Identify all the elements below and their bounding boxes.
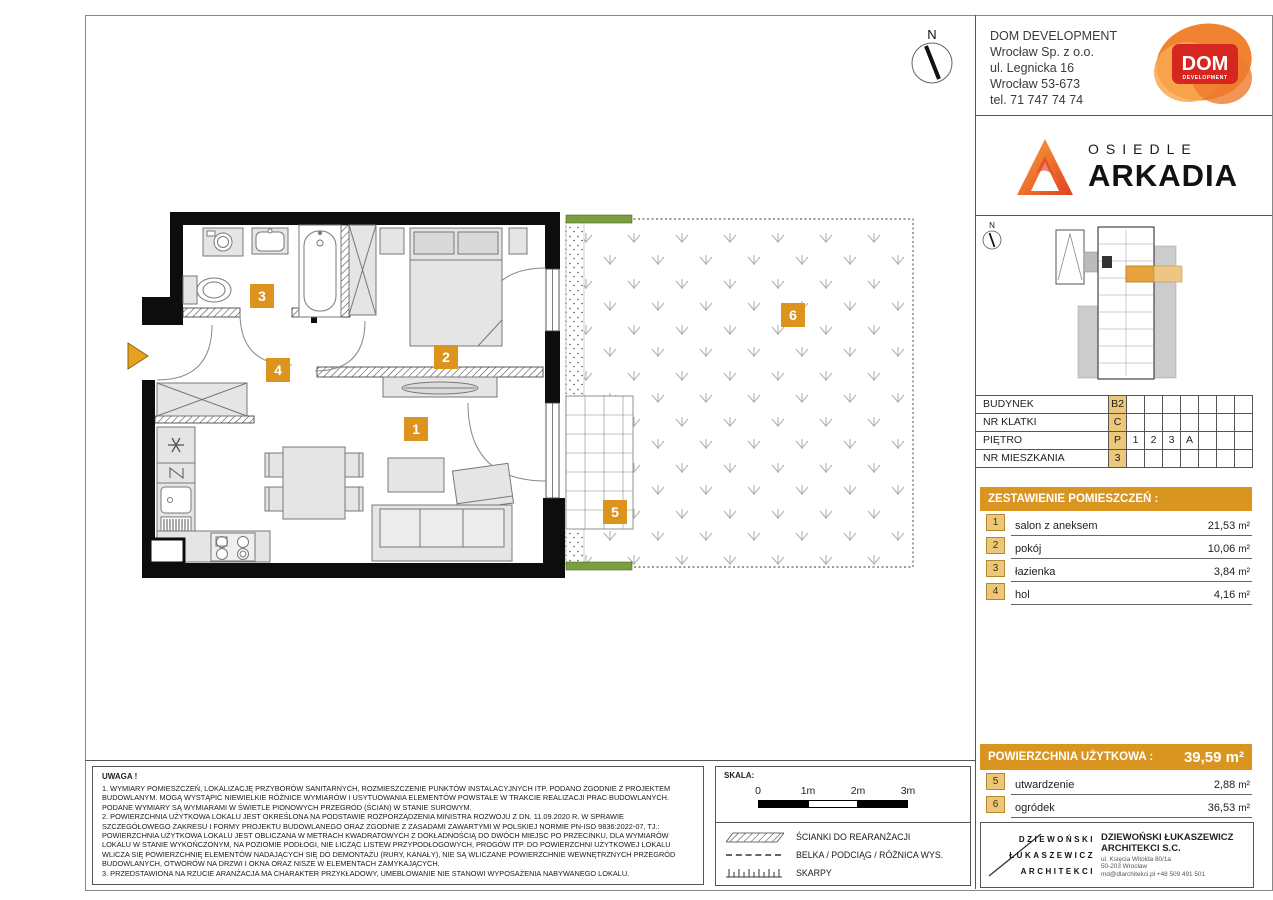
minimap-unit-highlight [1126, 266, 1154, 282]
row-utwardzenie: 5 utwardzenie 2,88 m² [980, 770, 1252, 793]
toilet [183, 276, 231, 304]
architect-box: DZIEWOŃSKI ŁUKASZEWICZ ARCHITEKCI DZIEWOŃSKI ŁUKASZEWICZ ARCHITEKCI S.C. ul. Księcia Witolda 80/1a 50-203 Wrocław md@dlarchitekci.pl +48 509 491 501 [980, 822, 1254, 888]
badge-hol [266, 358, 290, 382]
entrance-door-arc [157, 325, 212, 380]
sofa [372, 505, 512, 561]
kitchen-cabinet [157, 463, 195, 483]
legend-panel [715, 822, 971, 886]
dom-development-logo [1148, 20, 1260, 110]
arkadia-triangle-icon [1014, 136, 1076, 198]
company-info: DOM DEVELOPMENT Wrocław Sp. z o.o. ul. Legnicka 16 Wrocław 53-673 tel. 71 747 74 74 [990, 28, 1150, 108]
note-3: 3. PRZEDSTAWIONA NA RZUCIE ARANŻACJA MA CHARAKTER PRZYKŁADOWY, UMEBLOWANIE NIE STANOWI WYPOSAŻENIA NABYWANEGO LOKALU. [102, 868, 630, 878]
usable-area-header: POWIERZCHNIA UŻYTKOWA : 39,59 m² [980, 744, 1252, 770]
furniture [150, 225, 527, 563]
company-divider [976, 115, 1272, 116]
estate-name: ARKADIA [1088, 157, 1238, 193]
table-row-mieszkanie: NR MIESZKANIA 3 [975, 450, 1253, 468]
estate-label: OSIEDLE [1088, 140, 1198, 157]
note-2: 2. POWIERZCHNIA UŻYTKOWA LOKALU JEST OKREŚLONA NA PODSTAWIE ROZPORZĄDZENIA MINISTRA ROZWOJU Z DN. 11.09.2020 R. W SPRAWIE SZCZEGÓŁOWEGO ZAKRESU I FORMY PROJEKTU BUDOWLANEGO ORAZ ZGODNIE Z ZASADAMI ZAWARTYMI W POLSKIEJ NORMIE PN-ISO 9836:2022-07, TJ.: POWIERZCHNIA UŻYTKOWA LOKALU JEST OBLICZANA W METRACH KWADRATOWYCH Z DOKŁADNOŚCIĄ DO DWÓCH MIEJSC PO PRZECINKU, DLA WYMIARÓW LOKALU W STANIE WYKOŃCZONYM, NA POZIOMIE PODŁOGI, NIE LICZĄC LISTEW PRZYPODŁOGOWYCH, PROGÓW ITP. DO POWIERZCHNI UŻYTKOWEJ LOKALU WLICZA SIĘ POWIERZCHNIĘ ELEMENTÓW NADAJĄCYCH SIĘ DO DEMONTAŻU (RURY, KANAŁY), NIE SĄ WLICZANE POWIERZCHNIE WEWNĘTRZNYCH PRZEGRÓD BUDOWLANYCH, OTWORÓW NA DRZWI I OKNA ORAZ NISZE W ELEMENTACH ZAMYKAJĄCYCH. [102, 812, 676, 869]
scale-bar-seg2 [808, 800, 858, 808]
table-row-pietro: PIĘTRO P 1 2 3 A [975, 432, 1253, 450]
rooms-header: ZESTAWIENIE POMIESZCZEŃ : [980, 487, 1252, 511]
stove [211, 533, 255, 561]
partition-hatch-icon [726, 831, 784, 844]
armchair [452, 463, 513, 510]
note-1: 1. WYMIARY POMIESZCZEŃ, LOKALIZACJĘ PRZYBORÓW SANITARNYCH, ROZMIESZCZENIE PUNKTÓW INSTALACYJNYCH ITP. PODANO ZGODNIE Z PROJEKTEM BUDOWLANYM. MOGĄ WYSTĄPIĆ NIEWIELKIE RÓŻNICE WYMIARÓW I USYTUOWANIA ELEMENTÓW POWSTAŁE W TRAKCIE REALIZACJI PRAC BUDOWLANYCH. PODANE WYMIARY SĄ WYMIARAMI W ŚWIETLE PIONOWYCH PRZEGRÓD (ŚCIAN) W STANIE SUROWYM. [102, 784, 671, 812]
svg-text:DZIEWOŃSKI: DZIEWOŃSKI [1018, 835, 1095, 844]
badge-salon [404, 417, 428, 441]
room-row-pokoj: 2 pokój 10,06 m² [980, 534, 1252, 557]
bathtub [299, 225, 341, 317]
unit-table [975, 395, 1253, 468]
svg-text:DOM: DOM [1181, 53, 1229, 75]
company-name: DOM DEVELOPMENT [990, 29, 1118, 43]
row-ogrodek: 6 ogródek 36,53 m² [980, 793, 1252, 816]
bathroom-sink [252, 228, 288, 254]
svg-text:4: 4 [274, 362, 282, 378]
rooms-list [980, 511, 1252, 603]
architect-logo [981, 826, 1101, 884]
badge-utwardzenie [603, 500, 627, 524]
hall-wardrobe [157, 383, 247, 416]
badge-ogrodek [781, 303, 805, 327]
scale-bar-seg1 [758, 800, 808, 808]
bottom-divider [85, 760, 975, 761]
usable-area-value: 39,59 m² [1183, 748, 1244, 766]
estate-logo [990, 128, 1262, 206]
dashed-line-icon [726, 854, 781, 856]
badge-lazienka [250, 284, 274, 308]
room-row-salon: 1 salon z aneksem 21,53 m² [980, 511, 1252, 534]
legend-row-partitions: ŚCIANKI DO REARANŻACJI [726, 828, 970, 846]
north-label: N [927, 27, 937, 42]
bedroom-door-arc [315, 321, 365, 371]
closet [349, 225, 376, 315]
bathroom-door-arc [240, 313, 292, 365]
minimap-building [1056, 227, 1182, 379]
room-row-hol: 4 hol 4,16 m² [980, 580, 1252, 603]
slope-line-icon [726, 866, 784, 880]
hedge-strip-top [566, 215, 632, 223]
coffee-table [388, 458, 444, 492]
minimap-compass [983, 221, 1001, 249]
floor-plan-drawing [85, 15, 975, 760]
svg-text:ŁUKASZEWICZ: ŁUKASZEWICZ [1009, 851, 1095, 860]
entrance-arrow [128, 343, 148, 369]
svg-text:6: 6 [789, 307, 797, 323]
svg-text:5: 5 [611, 504, 619, 520]
svg-text:1: 1 [412, 421, 420, 437]
architect-name: DZIEWOŃSKI ŁUKASZEWICZ [1101, 831, 1234, 843]
legend-row-skarpy: SKARPY [726, 864, 970, 882]
hedge-strip-bottom [566, 562, 632, 570]
tv-cabinet [383, 377, 497, 397]
site-minimap [978, 216, 1272, 394]
dining-table [265, 447, 363, 519]
svg-text:DEVELOPMENT: DEVELOPMENT [1182, 75, 1228, 81]
fridge [157, 427, 195, 463]
legend-row-beam: BELKA / PODCIĄG / RÓŻNICA WYS. [726, 846, 970, 864]
table-row-budynek: BUDYNEK B2 [975, 395, 1253, 414]
svg-text:ARCHITEKCI: ARCHITEKCI [1020, 867, 1095, 876]
table-row-klatka: NR KLATKI C [975, 414, 1253, 432]
scale-panel: SKALA: 0 1m 2m 3m [715, 766, 971, 823]
north-compass [912, 27, 952, 83]
badge-pokoj [434, 345, 458, 369]
minimap-garden-highlight [1154, 266, 1182, 282]
svg-text:3: 3 [258, 288, 266, 304]
scale-bar-seg3 [858, 800, 908, 808]
washing-machine [203, 228, 243, 256]
room-row-lazienka: 3 łazienka 3,84 m² [980, 557, 1252, 580]
svg-text:2: 2 [442, 349, 450, 365]
scale-label: SKALA: [724, 771, 755, 780]
notes-title: UWAGA ! [102, 772, 138, 781]
svg-text:N: N [989, 221, 995, 230]
outdoor-list [980, 770, 1252, 816]
bed [380, 228, 527, 346]
wall-niche [150, 539, 184, 563]
notes-panel [92, 766, 704, 885]
